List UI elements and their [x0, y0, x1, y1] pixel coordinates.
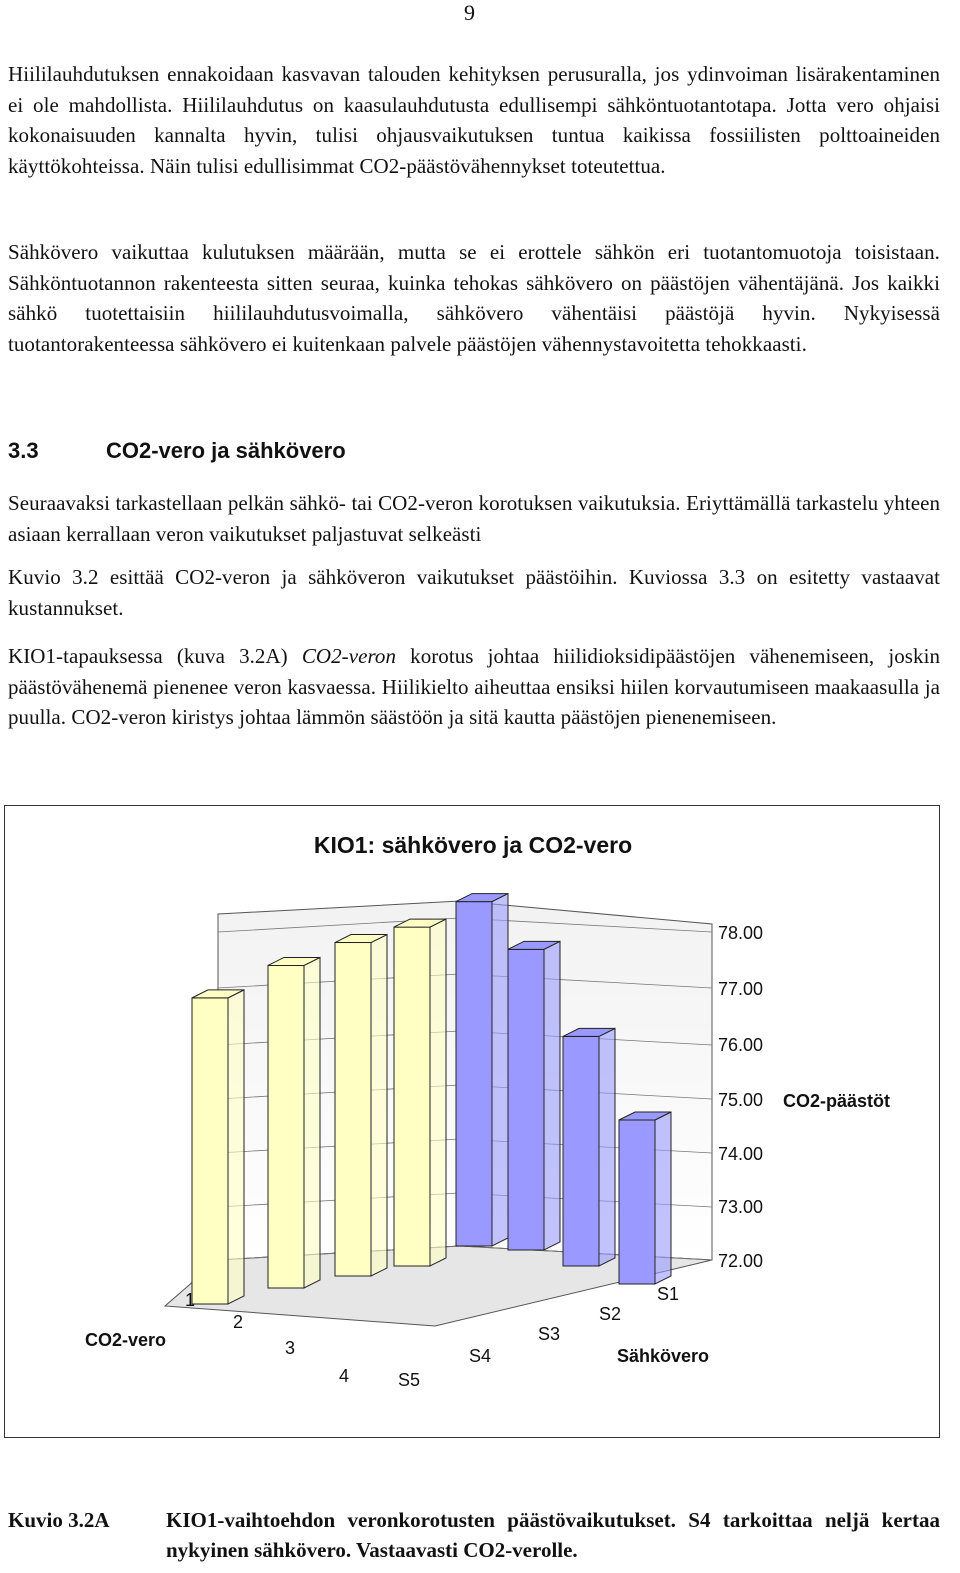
- sahko-bar-1: [619, 1112, 671, 1284]
- sahko-bar-3-front: [508, 949, 544, 1250]
- sahko-bar-2-side: [599, 1028, 615, 1266]
- co2-bar-1: [192, 990, 244, 1304]
- sahko-bar-4-front: [456, 902, 492, 1246]
- s-tick-label: S1: [657, 1284, 680, 1304]
- z-tick-label: 76.00: [718, 1034, 764, 1055]
- sahko-bar-4: [456, 894, 508, 1246]
- paragraph-5-rest: korotus johtaa hiilidioksidipäästöjen vähenemiseen, joskin päästövähenemä pienenee veron kasvaessa. Hiilikielto aiheuttaa ensiksi hiilen korvautumiseen maakaasulla ja puulla. CO2-veron kiristys johtaa lämmön säästöön ja sitä kautta päästöjen pienenemiseen.: [8, 644, 941, 729]
- paragraph-5-italic: CO2-veron: [301, 644, 397, 668]
- co2-tick-label: 2: [233, 1312, 244, 1332]
- sahko-bar-3-side: [544, 941, 560, 1250]
- co2-bar-4: [394, 919, 446, 1266]
- co2-tick-label: 4: [339, 1366, 350, 1386]
- section-heading: [8, 438, 346, 464]
- sahko-bar-3: [508, 941, 560, 1250]
- paragraph-1: Hiililauhdutuksen ennakoidaan kasvavan talouden kehityksen perusuralla, jos ydinvoiman lisärakentaminen ei ole mahdollista. Hiililauhdutus on kaasulauhdutusta edullisempi sähköntuotantotapa. Jotta vero ohjaisi kokonaisuuden kannalta hyvin, tulisi ohjausvaikutuksen tuntua kaikissa fossiilisten polttoaineiden käyttökohteissa. Näin tulisi edullisimmat CO2-päästövähennykset toteutettua.: [8, 62, 940, 178]
- paragraph-4: Kuvio 3.2 esittää CO2-veron ja sähköveron vaikutukset päästöihin. Kuviossa 3.3 on esitetty vastaavat kustannukset.: [8, 565, 940, 620]
- s-tick-label: S3: [538, 1324, 561, 1344]
- chart-title: KIO1: sähkövero ja CO2-vero: [313, 832, 633, 858]
- co2-axis-label: CO2-vero: [85, 1330, 167, 1350]
- paragraph-5: [8, 641, 940, 733]
- co2-bar-1-side: [228, 990, 244, 1304]
- z-tick-label: 72.00: [718, 1250, 764, 1271]
- chart-figure: [4, 805, 940, 1438]
- section-number: 3.3: [8, 438, 39, 463]
- co2-bar-2: [268, 957, 320, 1288]
- sahko-bar-2: [563, 1028, 615, 1266]
- sahko-bar-1-front: [619, 1120, 655, 1284]
- co2-bar-2-front: [268, 965, 304, 1288]
- co2-bar-4-side: [430, 919, 446, 1266]
- z-tick-label: 75.00: [718, 1089, 764, 1110]
- co2-tick-label: 3: [285, 1338, 296, 1358]
- section-title: CO2-vero ja sähkövero: [106, 438, 346, 463]
- sahko-bar-2-front: [563, 1036, 599, 1266]
- co2-bar-4-front: [394, 927, 430, 1266]
- sahko-bar-1-side: [655, 1112, 671, 1284]
- paragraph-2: Sähkövero vaikuttaa kulutuksen määrään, mutta se ei erottele sähkön eri tuotantomuotoja toisistaan. Sähköntuotannon rakenteesta sitten seuraa, kuinka tehokas sähkövero on päästöjen vähentäjänä. Jos kaikki sähkö tuotettaisiin hiililauhdutusvoimalla, sähkövero vähentäisi päästöjä hyvin. Nykyisessä tuotantorakenteessa sähkövero ei kuitenkaan palvele päästöjen vähennystavoitetta tehokkaasti.: [8, 240, 940, 356]
- z-tick-label: 78.00: [718, 922, 764, 943]
- paragraph-3: Seuraavaksi tarkastellaan pelkän sähkö- tai CO2-veron korotuksen vaikutuksia. Eriyttämällä tarkastelu yhteen asiaan kerrallaan veron vaikutukset paljastuvat selkeästi: [8, 491, 940, 546]
- co2-tick-label: 1: [185, 1290, 196, 1310]
- s-tick-label: S4: [469, 1346, 492, 1366]
- co2-bar-3-side: [371, 935, 387, 1276]
- co2-bar-3-front: [335, 943, 371, 1276]
- paragraph-5-start: KIO1-tapauksessa (kuva 3.2A): [8, 644, 302, 668]
- z-tick-label: 74.00: [718, 1143, 764, 1164]
- sahko-axis-label: Sähkövero: [617, 1346, 710, 1366]
- co2-bar-2-side: [304, 957, 320, 1288]
- s-tick-label: S2: [599, 1304, 622, 1324]
- co2-bar-3: [335, 935, 387, 1276]
- s-tick-label: S5: [398, 1370, 421, 1390]
- z-tick-label: 77.00: [718, 978, 764, 999]
- caption-label: Kuvio 3.2A: [8, 1508, 110, 1532]
- sahko-bar-4-side: [492, 894, 508, 1246]
- z-tick-label: 73.00: [718, 1196, 764, 1217]
- co2-bar-1-front: [192, 998, 228, 1304]
- page-number: 9: [464, 0, 475, 25]
- caption-text: KIO1-vaihtoehdon veronkorotusten päästövaikutukset. S4 tarkoittaa neljä kertaa nykyinen sähkövero. Vastaavasti CO2-verolle.: [166, 1508, 940, 1562]
- chart-3d-bar: [5, 806, 941, 1439]
- z-axis-label: CO2-päästöt: [783, 1090, 891, 1111]
